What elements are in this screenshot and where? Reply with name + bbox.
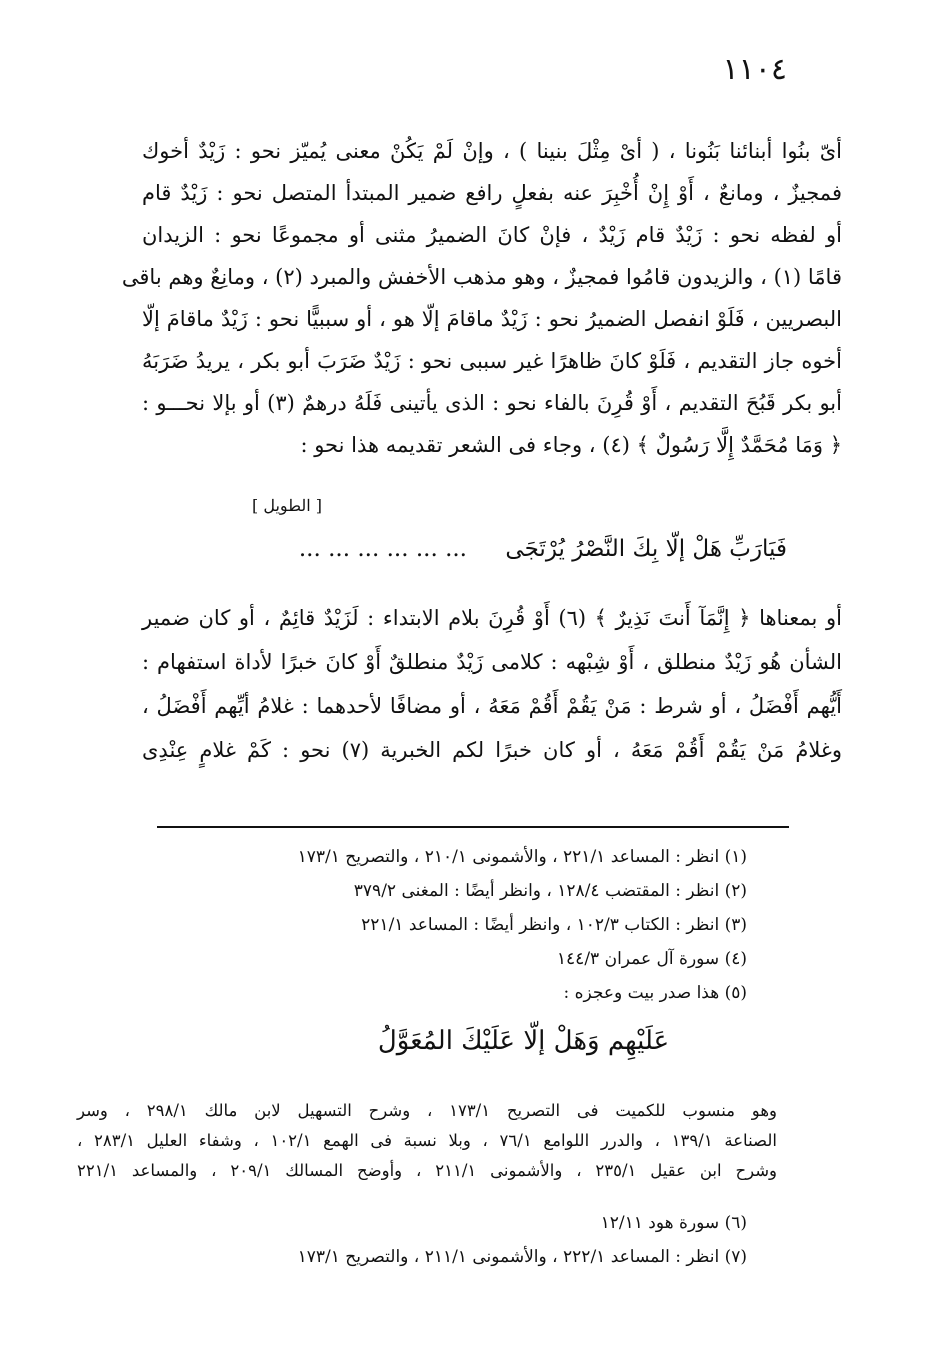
page-number: ١١٠٤ [722,52,787,87]
footnote: (٤) سورة آل عمران ١٤٤/٣ [556,949,747,969]
body-line: قامًا (١) ، والزيدون قامُوا فمجيزٌ ، وهو مذهب الأخفش والمبرد (٢) ، ومانِعٌ وهم باقى [121,265,842,289]
footnotes [187,840,747,1010]
footnote: (٦) سورة هود ١٢/١١ [600,1213,747,1233]
verse-first-hemistich: فَيَارَبِّ هَلْ إلّا بِكَ النَّصْرُ يُرْتَجَى [505,536,787,562]
meter-label: [ الطويل ] [252,496,322,515]
footnote: (٥) هذا صدر بيت وعجزه : [563,983,747,1003]
main-text [121,130,842,466]
body-line: أَيُّهم أَفْضَلُ ، أو شرط : مَنْ يَقُمْ أَقُمْ مَعَهُ ، أو مضافًا لأحدهما : غلامُ أيِّهم أَفْضَلُ ، [142,694,842,718]
footnote: (١) انظر : المساعد ٢٢١/١ ، والأشمونى ٢١٠/١ ، والتصريح ١٧٣/١ [297,847,747,867]
source-line: الصناعة ١٣٩/١ ، والدرر اللوامع ٧٦/١ ، وبلا نسبة فى الهمع ١٠٢/١ ، وشفاء العليل ٢٨٣/١ ، [77,1131,777,1150]
footnote-divider [157,826,789,828]
footnote: (٣) انظر : الكتاب ١٠٢/٣ ، وانظر أيضًا : المساعد ٢٢١/١ [361,915,747,935]
body-line: أو لفظه نحو : زَيْدٌ قام زَيْدٌ ، فإنْ كانَ الضميرُ مثنى أو مجموعًا نحو : الزيدان [142,223,842,247]
body-line: أبو بكر قَبُحَ التقديم ، أَوْ قُرِنَ بالفاء نحو : الذى يأتينى فَلَهُ درهمٌ (٣) أو بإلا نحـــو : [142,391,842,415]
footnote-poem-line: عَلَيْهِم وَهَلْ إلّا عَلَيْكَ المُعَوَّلُ [377,1026,670,1056]
body-line: ﴿ وَمَا مُحَمَّدٌ إِلَّا رَسُولٌ ﴾ (٤) ، وجاء فى الشعر تقديمه هذا نحو : [300,433,842,457]
body-line: الشأن هُو زَيْدٌ منطلق ، أَوْ شِبْهه : كلامى زَيْدٌ منطلقٌ أَوْ كانَ خبرًا لأداة استفهام : [142,650,842,674]
source-line: وهو منسوب للكميت فى التصريح ١٧٣/١ ، وشرح التسهيل لابن مالك ٢٩٨/١ ، وسر [77,1101,777,1120]
verse-second-hemistich: ... ... ... ... ... ... [298,536,467,562]
body-line: فمجيزٌ ، ومانعٌ ، أَوْ إِنْ أُخْبِرَ عنه بفعلٍ رافع ضمير المبتدأ المتصل نحو : زَيْدٌ قام [142,181,842,205]
poetry-verse [87,530,787,574]
footnotes-continued [187,1206,747,1274]
footnote: (٧) انظر : المساعد ٢٢٢/١ ، والأشمونى ٢١١/١ ، والتصريح ١٧٣/١ [297,1247,747,1267]
main-text-continued [142,596,842,772]
footnote: (٢) انظر : المقتضب ١٢٨/٤ ، وانظر أيضًا : المغنى ٣٧٩/٢ [353,881,747,901]
footnote-sources [77,1096,777,1186]
source-line: وشرح ابن عقيل ٢٣٥/١ ، والأشمونى ٢١١/١ ، وأوضح المسالك ٢٠٩/١ ، والمساعد ٢٢١/١ [77,1161,778,1180]
body-line: وغلامُ مَنْ يَقُمْ أَقُمْ مَعَهُ ، أو كان خبرًا لكم الخبرية (٧) نحو : كَمْ غلامٍ عِنْدِى [142,738,842,762]
body-line: أىّ بنُوا أبنائنا بَنُونا ، ( أىْ مِثْلَ بنينا ) ، وإنْ لَمْ يَكُنْ معنى يُميّز نحو : زَيْدٌ أخوك [142,139,842,163]
body-line: أو بمعناها ﴿ إِنَّمَآ أَنتَ نَذِيرٌ ﴾ (٦) أَوْ قُرِنَ بلام الابتداء : لَزَيْدٌ قائِمٌ ، أو كان ضمير [142,606,842,630]
body-line: البصريين ، فَلَوْ انفصل الضميرُ نحو : زَيْدٌ ماقامَ إلّا هو ، أو سببيًّا نحو : زَيْدٌ ماقامَ إلّا [142,307,842,331]
body-line: أخوه جاز التقديم ، فَلَوْ كانَ ظاهرًا غير سببى نحو : زَيْدٌ ضَرَبَ أبو بكر ، يريدُ ضَرَبَهُ [142,349,842,373]
